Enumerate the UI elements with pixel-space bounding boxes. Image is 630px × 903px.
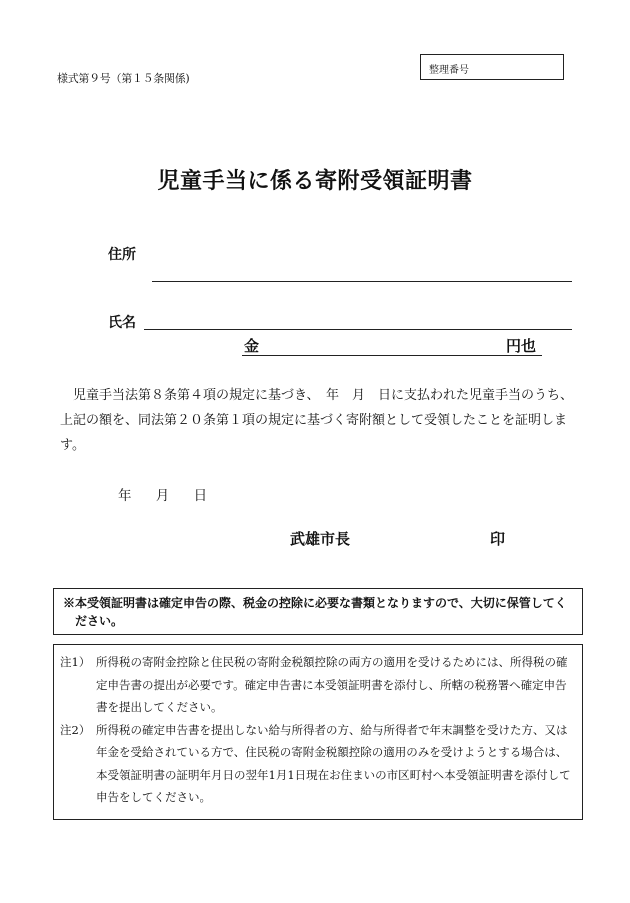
note-text: 所得税の寄附金控除と住民税の寄附金税額控除の両方の適用を受けるためには、所得税の確定申告書の提出が必要です。確定申告書に本受領証明書を添付し、所轄の税務署へ確定申告書を提出してください。: [96, 655, 568, 714]
certification-text: [60, 383, 580, 458]
form-number: 様式第９号（第１５条関係): [57, 72, 190, 85]
notes-box: [53, 644, 583, 820]
amount-suffix: 円也: [506, 337, 537, 355]
amount-prefix: 金: [244, 337, 260, 355]
name-field-line[interactable]: [144, 329, 572, 330]
note-number: 注1）: [60, 655, 91, 669]
document-title: 児童手当に係る寄附受領証明書: [157, 168, 473, 194]
amount-field-line[interactable]: [242, 355, 542, 356]
date-year: 年: [118, 488, 132, 504]
certification-body: 児童手当法第８条第４項の規定に基づき、 年 月 日に支払われた児童手当のうち、上記の額を、同法第２０条第１項の規定に基づく寄附額として受領したことを証明します。: [60, 388, 573, 453]
date-month: 月: [155, 488, 170, 504]
note-text: 所得税の確定申告書を提出しない給与所得者の方、給与所得者で年末調整を受けた方、又は年金を受給されている方で、住民税の寄附金税額控除の適用のみを受けようとする場合は、本受領証明書の証明年月日の翌年1月1日現在お住まいの市区町村へ本受領証明書を添付して申告をしてください。: [96, 722, 571, 804]
address-field-line[interactable]: [152, 281, 572, 282]
note-item: [60, 651, 572, 719]
issue-date: [118, 484, 207, 504]
notice-box: [53, 588, 583, 635]
note-item: [60, 719, 572, 809]
address-label: 住所: [108, 247, 136, 263]
note-number: 注2）: [60, 722, 91, 737]
seal-mark: 印: [490, 530, 506, 548]
name-label: 氏名: [108, 315, 136, 331]
date-day: 日: [193, 488, 208, 504]
notice-text: ※本受領証明書は確定申告の際、税金の控除に必要な書類となりますので、大切に保管してください。: [63, 596, 567, 628]
issuer-name: 武雄市長: [290, 530, 351, 548]
reference-number-label: 整理番号: [429, 65, 469, 76]
reference-number-box[interactable]: [420, 54, 564, 80]
